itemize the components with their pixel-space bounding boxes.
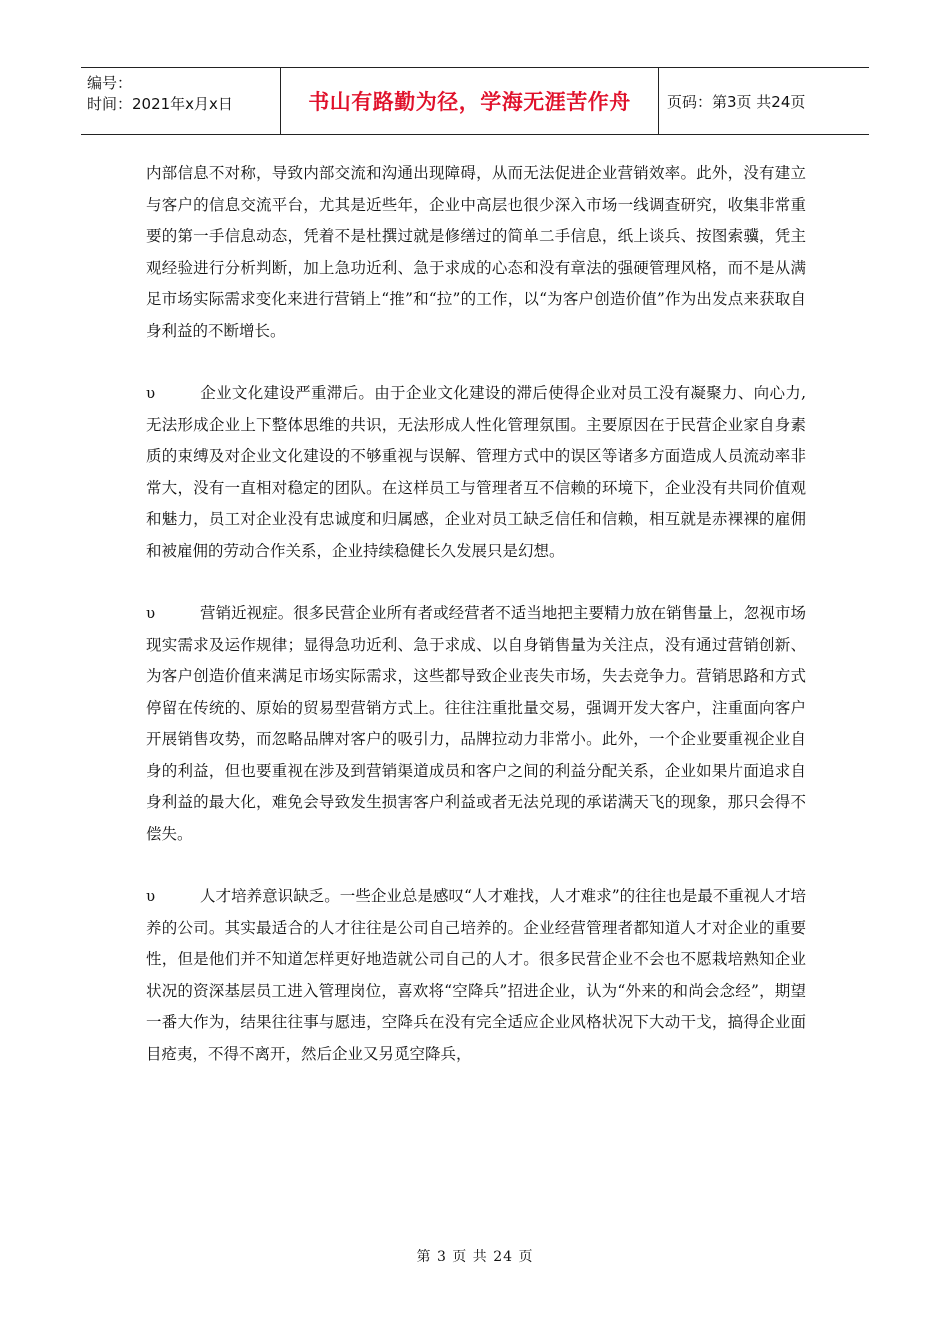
paragraph-text: 营销近视症。很多民营企业所有者或经营者不适当地把主要精力放在销售量上，忽视市场现实需求及运作规律；显得急功近利、急于求成、以自身销售量为关注点，没有通过营销创新、为客户创造价值来满足市场实际需求，这些都导致企业丧失市场，失去竞争力。营销思路和方式停留在传统的、原始的贸易型营销方式上。往往注重批量交易，强调开发大客户，注重面向客户开展销售攻势，而忽略品牌对客户的吸引力，品牌拉动力非常小。此外，一个企业要重视企业自身的利益，但也要重视在涉及到营销渠道成员和客户之间的利益分配关系，企业如果片面追求自身利益的最大化，难免会导致发生损害客户利益或者无法兑现的承诺满天飞的现象，那只会得不偿失。 <box>146 604 806 843</box>
body-paragraph-3 <box>146 598 806 850</box>
bullet-marker: υ <box>146 384 156 402</box>
document-date: 时间：2021年x月x日 <box>87 95 233 113</box>
paragraph-text: 人才培养意识缺乏。一些企业总是感叹“人才难找，人才难求”的往往也是最不重视人才培养的公司。其实最适合的人才往往是公司自己培养的。企业经营管理者都知道人才对企业的重要性，但是他们并不知道怎样更好地造就公司自己的人才。很多民营企业不会也不愿栽培熟知企业状况的资深基层员工进入管理岗位，喜欢将“空降兵”招进企业，认为“外来的和尚会念经”，期望一番大作为，结果往往事与愿违，空降兵在没有完全适应企业风格状况下大动干戈，搞得企业面目疮夷，不得不离开，然后企业又另觅空降兵， <box>146 887 806 1063</box>
body-paragraph-4 <box>146 881 806 1070</box>
body-paragraph-2 <box>146 378 806 567</box>
page-footer: 第 3 页 共 24 页 <box>416 1249 534 1265</box>
header-meta <box>81 68 281 134</box>
bullet-marker: υ <box>146 887 156 905</box>
header-motto: 书山有路勤为径，学海无涯苦作舟 <box>281 68 659 134</box>
bullet-marker: υ <box>146 604 156 622</box>
body-paragraph-1 <box>146 158 806 347</box>
paragraph-text: 企业文化建设严重滞后。由于企业文化建设的滞后使得企业对员工没有凝聚力、向心力,无法形成企业上下整体思维的共识，无法形成人性化管理氛围。主要原因在于民营企业家自身素质的束缚及对企业文化建设的不够重视与误解、管理方式中的误区等诸多方面造成人员流动率非常大，没有一直相对稳定的团队。在这样员工与管理者互不信赖的环境下，企业没有共同价值观和魅力，员工对企业没有忠诚度和归属感，企业对员工缺乏信任和信赖，相互就是赤裸裸的雇佣和被雇佣的劳动合作关系，企业持续稳健长久发展只是幻想。 <box>146 384 806 560</box>
header-page-number: 页码：第3页 共24页 <box>667 92 806 111</box>
document-body <box>146 158 806 1101</box>
paragraph-text: 内部信息不对称，导致内部交流和沟通出现障碍，从而无法促进企业营销效率。此外，没有建立与客户的信息交流平台，尤其是近些年，企业中高层也很少深入市场一线调查研究，收集非常重要的第一手信息动态，凭着不是杜撰过就是修缮过的简单二手信息，纸上谈兵、按图索骥，凭主观经验进行分析判断，加上急功近利、急于求成的心态和没有章法的强硬管理风格，而不是从满足市场实际需求变化来进行营销上“推”和“拉”的工作，以“为客户创造价值”作为出发点来获取自身利益的不断增长。 <box>146 164 806 340</box>
page-header <box>81 67 869 135</box>
document-number-label: 编号： <box>87 74 133 92</box>
